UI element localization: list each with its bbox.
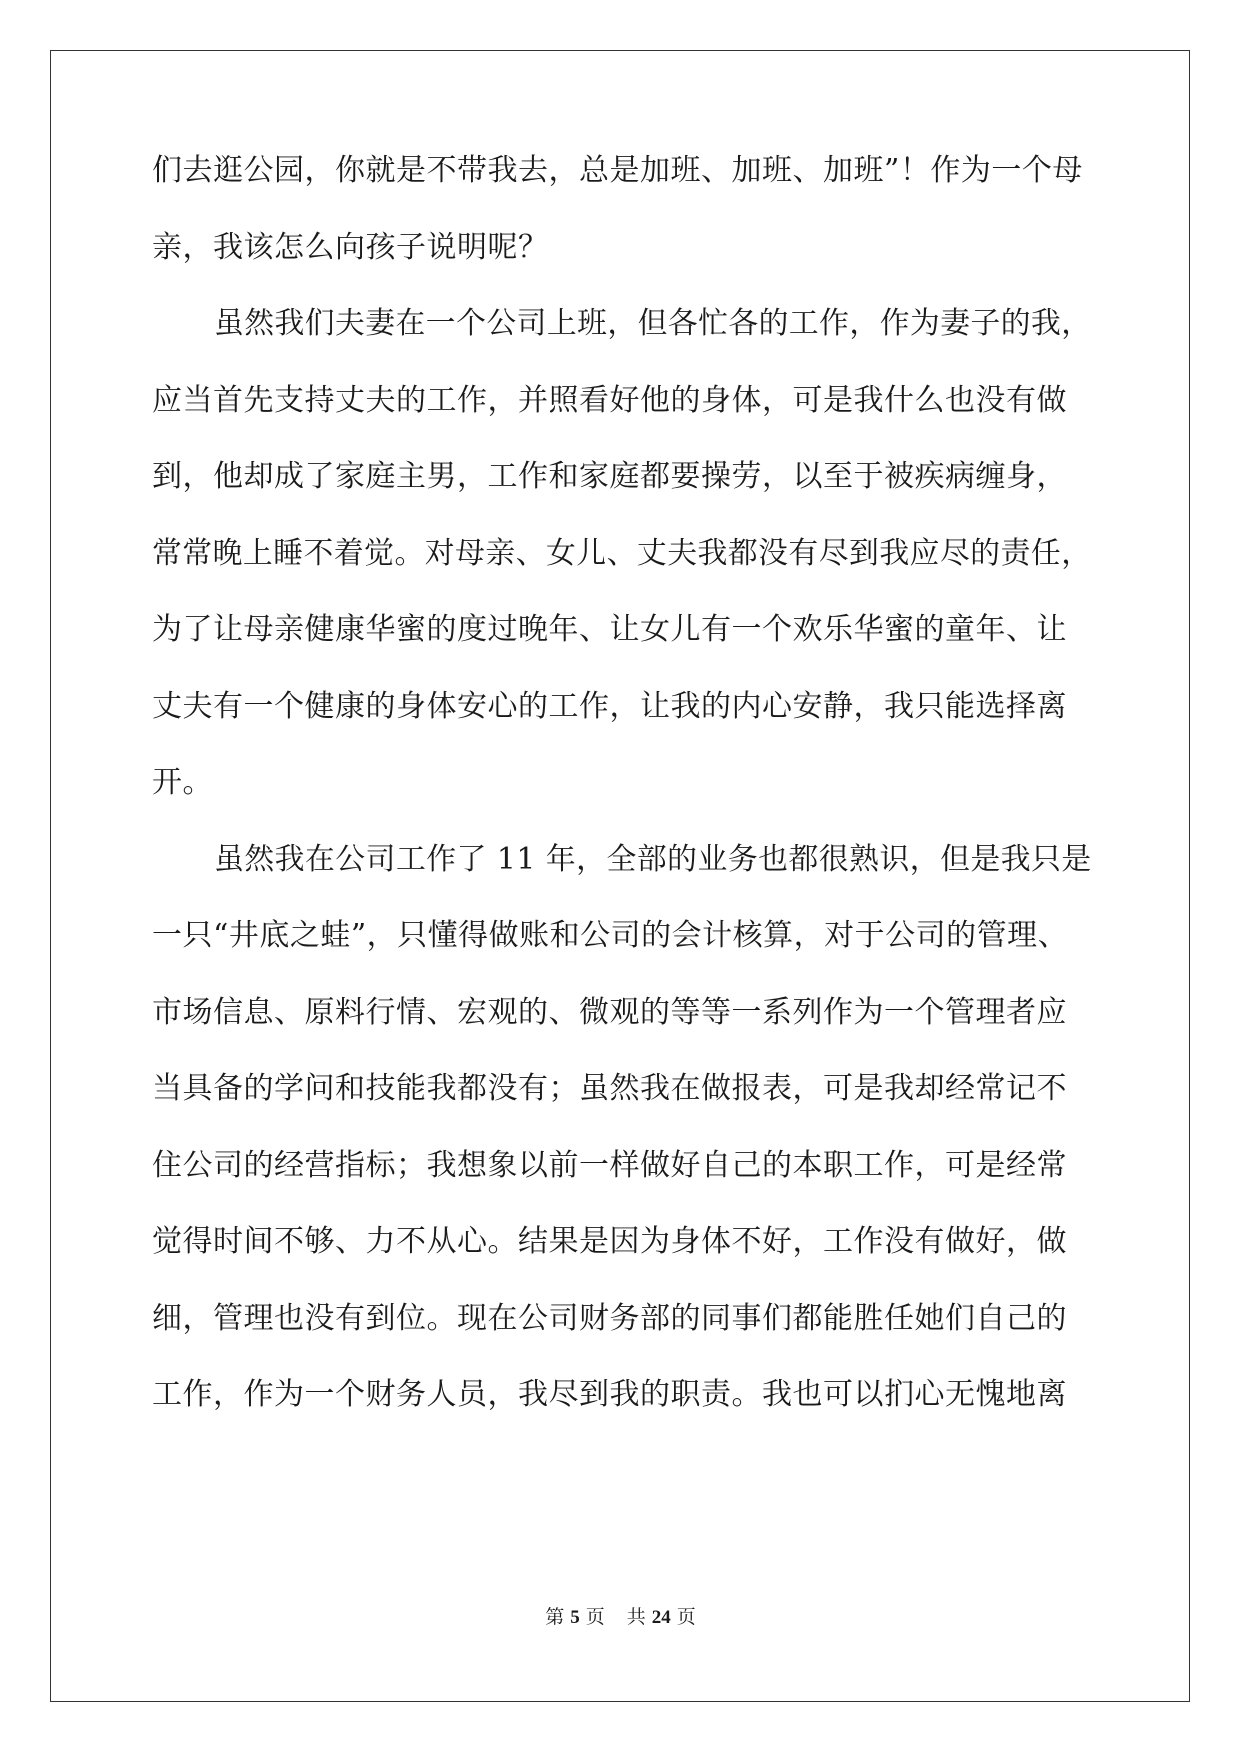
body-line: 为了让母亲健康华蜜的度过晚年、让女儿有一个欢乐华蜜的童年、让 <box>152 612 1067 647</box>
current-page-number: 5 <box>570 1607 580 1628</box>
body-line: 到，他却成了家庭主男，工作和家庭都要操劳，以至于被疾病缠身， <box>152 459 1067 494</box>
footer-total-prefix: 共 <box>626 1606 646 1628</box>
footer-page-word: 页 <box>585 1606 605 1628</box>
body-line-paragraph-start: 虽然我们夫妻在一个公司上班，但各忙各的工作，作为妻子的我， <box>214 306 1092 341</box>
body-line: 常常晚上睡不着觉。对母亲、女儿、丈夫我都没有尽到我应尽的责任， <box>152 536 1092 571</box>
body-line: 细，管理也没有到位。现在公司财务部的同事们都能胜任她们自己的 <box>152 1301 1067 1336</box>
body-line: 开。 <box>152 765 213 800</box>
body-line: 当具备的学问和技能我都没有；虽然我在做报表，可是我却经常记不 <box>152 1071 1067 1106</box>
body-line-paragraph-start: 虽然我在公司工作了 11 年，全部的业务也都很熟识，但是我只是 <box>214 842 1092 877</box>
total-pages-number: 24 <box>651 1607 671 1628</box>
body-line: 工作，作为一个财务人员，我尽到我的职责。我也可以扪心无愧地离 <box>152 1377 1067 1412</box>
body-line: 住公司的经营指标；我想象以前一样做好自己的本职工作，可是经常 <box>152 1148 1067 1183</box>
page-footer <box>0 1605 1241 1630</box>
body-line: 亲，我该怎么向孩子说明呢？ <box>152 230 549 265</box>
body-line: 丈夫有一个健康的身体安心的工作，让我的内心安静，我只能选择离 <box>152 689 1067 724</box>
footer-total-suffix: 页 <box>676 1606 696 1628</box>
footer-prefix: 第 <box>545 1606 565 1628</box>
body-line: 觉得时间不够、力不从心。结果是因为身体不好，工作没有做好，做 <box>152 1224 1067 1259</box>
body-line: 应当首先支持丈夫的工作，并照看好他的身体，可是我什么也没有做 <box>152 383 1067 418</box>
body-line: 市场信息、原料行情、宏观的、微观的等等一系列作为一个管理者应 <box>152 995 1067 1030</box>
body-line: 们去逛公园，你就是不带我去，总是加班、加班、加班”！作为一个母 <box>152 153 1083 188</box>
body-line: 一只“井底之蛙”，只懂得做账和公司的会计核算，对于公司的管理、 <box>152 918 1069 953</box>
